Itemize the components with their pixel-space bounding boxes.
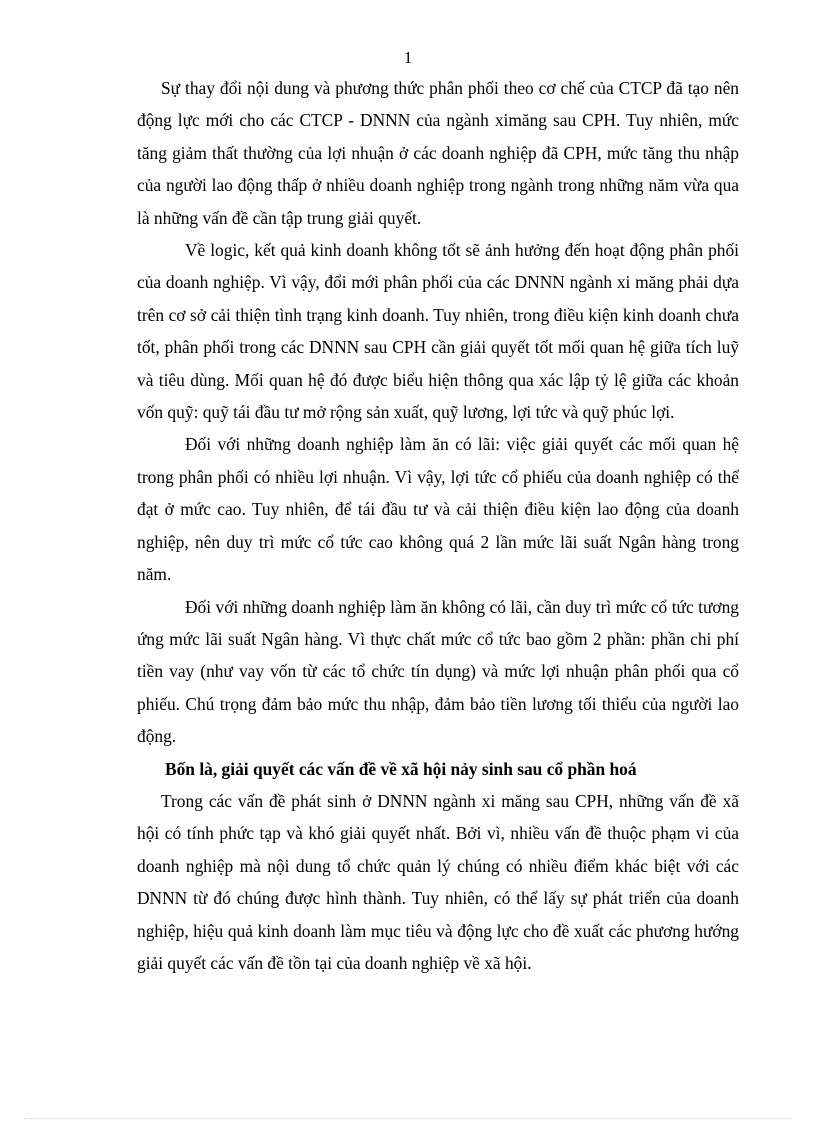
paragraph-3: Đối với những doanh nghiệp làm ăn có lãi: việc giải quyết các mối quan hệ trong phân phối có nhiều lợi nhuận. Vì vậy, lợi tức cổ phiếu của doanh nghiệp có thể đạt ở mức cao. Tuy nhiên, để tái đầu tư và cải thiện điều kiện lao động của doanh nghiệp, nên duy trì mức cổ tức cao không quá 2 lần mức lãi suất Ngân hàng trong năm. bbox=[137, 434, 739, 585]
section-heading: Bốn là, giải quyết các vấn đề về xã hội nảy sinh sau cổ phần hoá bbox=[165, 758, 637, 779]
paragraph-2: Về logic, kết quả kinh doanh không tốt sẽ ảnh hưởng đến hoạt động phân phối của doanh nghiệp. Vì vậy, đổi mới phân phối của các DNNN ngành xi măng phải dựa trên cơ sở cải thiện tình trạng kinh doanh. Tuy nhiên, trong điều kiện kinh doanh chưa tốt, phân phối trong các DNNN sau CPH cần giải quyết tốt mối quan hệ giữa tích luỹ và tiêu dùng. Mối quan hệ đó được biểu hiện thông qua xác lập tỷ lệ giữa các khoản vốn quỹ: quỹ tái đầu tư mở rộng sản xuất, quỹ lương, lợi tức và quỹ phúc lợi. bbox=[137, 240, 739, 423]
document-body bbox=[137, 72, 739, 979]
page-bottom-divider bbox=[24, 1118, 792, 1119]
closing-paragraph: Trong các vấn đề phát sinh ở DNNN ngành xi măng sau CPH, những vấn đề xã hội có tính phức tạp và khó giải quyết nhất. Bởi vì, nhiều vấn đề thuộc phạm vi của doanh nghiệp mà nội dung tổ chức quản lý chúng có nhiều điểm khác biệt với các DNNN từ đó chúng được hình thành. Tuy nhiên, có thể lấy sự phát triển của doanh nghiệp, hiệu quả kinh doanh làm mục tiêu và động lực cho đề xuất các phương hướng giải quyết các vấn đề tồn tại của doanh nghiệp về xã hội. bbox=[137, 790, 739, 973]
paragraph-1: Sự thay đổi nội dung và phương thức phân phối theo cơ chế của CTCP đã tạo nên động lực mới cho các CTCP - DNNN của ngành ximăng sau CPH. Tuy nhiên, mức tăng giảm thất thường của lợi nhuận ở các doanh nghiệp đã CPH, mức tăng thu nhập của người lao động thấp ở nhiều doanh nghiệp trong ngành trong những năm vừa qua là những vấn đề cần tập trung giải quyết. bbox=[137, 78, 739, 228]
paragraph-4: Đối với những doanh nghiệp làm ăn không có lãi, cần duy trì mức cổ tức tương ứng mức lãi suất Ngân hàng. Vì thực chất mức cổ tức bao gồm 2 phần: phần chi phí tiền vay (như vay vốn từ các tổ chức tín dụng) và mức lợi nhuận phân phối qua cổ phiếu. Chú trọng đảm bảo mức thu nhập, đảm bảo tiền lương tối thiểu của người lao động. bbox=[137, 596, 739, 747]
page-number: 1 bbox=[403, 48, 413, 67]
